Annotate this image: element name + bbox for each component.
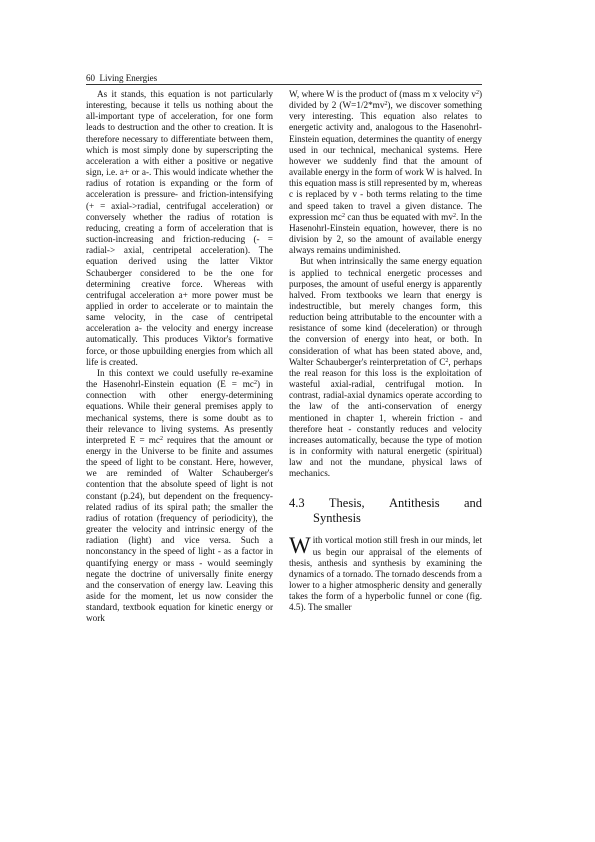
paragraph-tornado bbox=[289, 535, 482, 613]
superscript: 2 bbox=[253, 380, 257, 387]
running-header bbox=[86, 73, 482, 84]
superscript: 2 bbox=[475, 90, 479, 96]
paragraph-acceleration: As it stands, this equation is not particularly interesting, because it tells us nothing about the all-important type of acceleration, for one form leads to destruction and the other to creation. It is therefore necessary to differentiate between them, which is most simply done by superscripting the acceleration a with either a positive or negative sign, i.e. a+ or a-. This would indicate whether the radius of rotation is expanding or the form of acceleration is pressure- and friction-intensifying (+ = axial->radial, centrifugal acceleration) or conversely whether the radius of rotation is reducing, creating a form of acceleration that is suction-increasing and friction-reducing (- = radial-> axial, centripetal acceleration). The equation derived using the latter Viktor Schauberger considered to be the one for determining creative force. Whereas with centrifugal acceleration a+ more power must be applied in order to accelerate or to maintain the same velocity, in the case of centripetal acceleration a- the velocity and energy increase automatically. This produces Viktor's formative force, or those upbuilding energies from which all life is created. bbox=[86, 89, 273, 367]
section-number: 4.3 bbox=[289, 496, 305, 511]
superscript: 2 bbox=[452, 212, 456, 219]
left-column bbox=[86, 89, 273, 625]
heading-word-thesis: Thesis, bbox=[328, 496, 365, 511]
heading-word-antithesis: Antithesis bbox=[388, 496, 440, 511]
header-rule bbox=[86, 84, 482, 85]
drop-cap: W bbox=[289, 533, 311, 559]
paragraph-kinetic-energy: W, where W is the product of (mass m x velocity $v^2$) divided by 2 $(W=1/2*mv^2)$, we discover something very interesting. This equation also relates to energetic activity and, analogous to the Hasenohrl-Einstein equation, determines the quantity of energy used in our technical, mechanical systems. Here however we suddenly find that the amount of available energy in the form of work W is halved. In this equation mass is still represented by m, whereas c is replaced by v - both terms relating to the time and speed taken to travel a given distance. The expression $mc^2$ can thus be equated with $mv^2$. In the Hasenohrl-Einstein equation, however, there is no division by 2, so the amount of available energy always remains undiminished. bbox=[289, 89, 482, 256]
heading-word-synthesis: Synthesis bbox=[313, 511, 361, 526]
superscript: 2 bbox=[445, 357, 449, 364]
page-number: 60 bbox=[86, 73, 95, 83]
paragraph-energy-loss: But when intrinsically the same energy equation is applied to technical energetic processes and purposes, the amount of useful energy is apparently halved. From textbooks we learn that energy is indestructible, but merely changes form, this reduction being attributable to the encounter with a resistance of some kind (deceleration) or through the conversion of energy into heat, or both. In consideration of what has been stated above, and, Walter Schauberger's reinterpretation of $C^2$, perhaps the real reason for this loss is the exploitation of wasteful axial-radial, centrifugal motion. In contrast, radial-axial dynamics operate according to the law of the anti-conservation of energy mentioned in chapter 1, wherein friction - and therefore heat - constantly reduces and velocity increases automatically, because the type of motion is in conformity with natural energetic (spiritual) law and not the mundane, physical laws of mechanics. bbox=[289, 256, 482, 479]
superscript: 2 bbox=[341, 212, 345, 219]
running-title: Living Energies bbox=[99, 73, 158, 83]
superscript: 2 bbox=[384, 101, 388, 108]
paragraph-tornado-text: ith vortical motion still fresh in our minds, let us begin our appraisal of the elements of thesis, anthesis and synthesis by examining the dynamics of a tornado. The tornado descends from a lower to a higher atmospheric density and generally takes the form of a hyperbolic funnel or cone (fig. 4.5). The smaller bbox=[289, 535, 482, 613]
heading-word-and: and bbox=[463, 496, 482, 511]
right-column bbox=[289, 89, 482, 614]
paragraph-hasenohrl-einstein: In this context we could usefully re-examine the Hasenohrl-Einstein equation $(E = mc^2)$ in connection with other energy-determining equations. While their general premises apply to mechanical systems, there is some doubt as to their relevance to living systems. As presently interpreted $E = mc^2$ requires that the amount or energy in the Universe to be finite and assumes the speed of light to be constant. Here, however, we are reminded of Walter Schauberger's contention that the absolute speed of light is not constant (p.24), but dependent on the frequency-related radius of its spiral path; the smaller the radius of rotation (frequency of periodicity), the greater the velocity and intrinsic energy of the radiation (light) and vice versa. Such a nonconstancy in the speed of light - as a factor in quantifying energy or mass - would seemingly negate the doctrine of universally finite energy and the conservation of energy law. Leaving this aside for the moment, let us now consider the standard, textbook equation for kinetic energy or work bbox=[86, 367, 273, 624]
superscript: 2 bbox=[159, 435, 163, 442]
section-heading bbox=[289, 496, 482, 526]
